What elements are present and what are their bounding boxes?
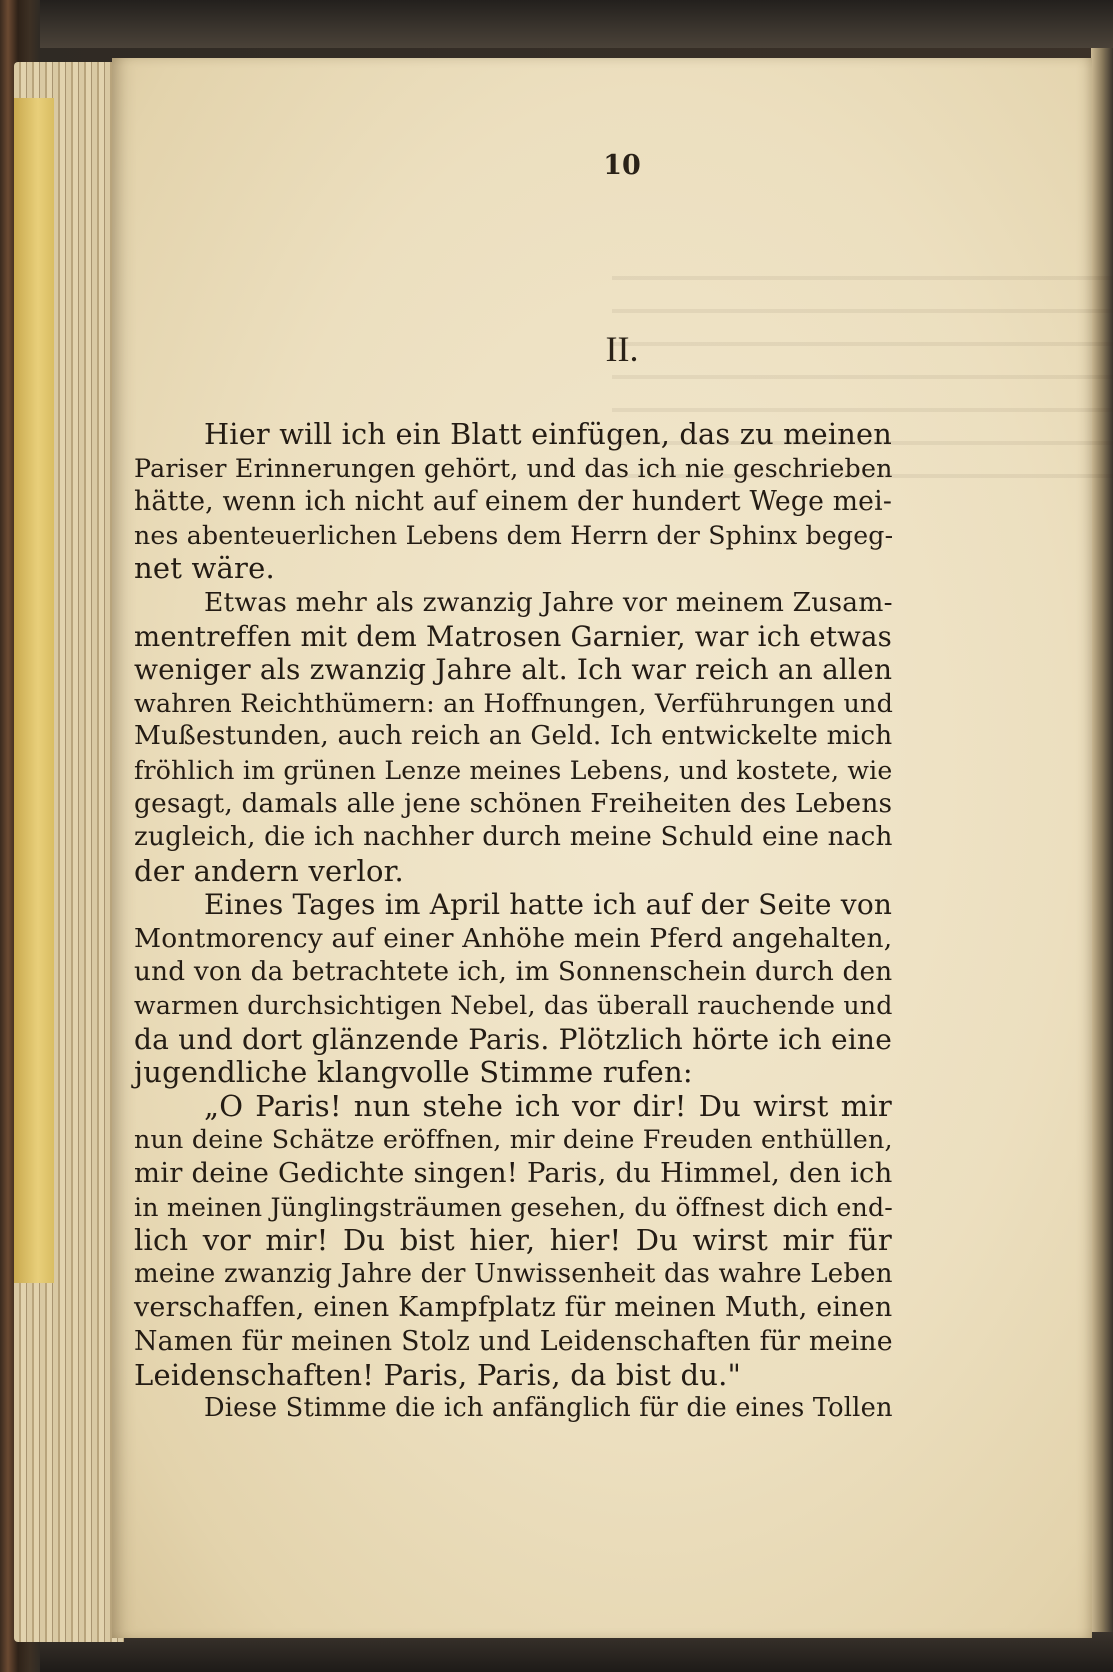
text-line: warmen durchsichtigen Nebel, das überall rauchende und <box>134 991 893 1021</box>
text-line: in meinen Jünglingsträumen gesehen, du öffnest dich end- <box>134 1192 893 1222</box>
text-line: Pariser Erinnerungen gehört, und das ich nie geschrieben <box>134 452 893 483</box>
text-line: gesagt, damals alle jene schönen Freiheiten des Lebens <box>134 788 893 819</box>
text-line: meine zwanzig Jahre der Unwissenheit das wahre Leben <box>134 1258 893 1289</box>
text-line: der andern verlor. <box>134 853 404 888</box>
text-line: Hier will ich ein Blatt einfügen, das zu meinen <box>204 417 893 451</box>
text-line: Mußestunden, auch reich an Geld. Ich entwickelte mich <box>134 721 893 752</box>
text-line: und von da betrachtete ich, im Sonnenschein durch den <box>134 956 893 987</box>
text-line: zugleich, die ich nachher durch meine Schuld eine nach <box>134 822 893 853</box>
text-line: net wäre. <box>134 551 275 586</box>
chapter-heading: II. <box>605 329 639 369</box>
text-line: fröhlich im grünen Lenze meines Lebens, und kostete, wie <box>134 755 893 785</box>
text-line: lich vor mir! Du bist hier, hier! Du wirst mir für <box>134 1223 892 1258</box>
text-line: nes abenteuerlichen Lebens dem Herrn der Sphinx begeg- <box>134 520 894 550</box>
text-line: Diese Stimme die ich anfänglich für die eines Tollen <box>204 1393 893 1424</box>
text-line: da und dort glänzende Paris. Plötzlich hörte ich eine <box>134 1022 893 1056</box>
endpaper-edge <box>14 98 54 1283</box>
text-line: Leidenschaften! Paris, Paris, da bist du." <box>134 1357 742 1392</box>
text-line: mentreffen mit dem Matrosen Garnier, war ich etwas <box>134 619 892 653</box>
book-cover-bottom-edge <box>40 1632 1113 1672</box>
text-line: mir deine Gedichte singen! Paris, du Himmel, den ich <box>134 1158 893 1190</box>
book-cover-top-edge <box>40 0 1113 48</box>
text-line: hätte, wenn ich nicht auf einem der hundert Wege mei- <box>134 486 893 518</box>
text-line: weniger als zwanzig Jahre alt. Ich war reich an allen <box>134 653 893 687</box>
body-text <box>134 418 892 1426</box>
text-line: jugendliche klangvolle Stimme rufen: <box>134 1055 693 1090</box>
text-line: Eines Tages im April hatte ich auf der Seite von <box>204 888 893 922</box>
text-line: Montmorency auf einer Anhöhe mein Pferd angehalten, <box>134 922 893 954</box>
text-line: „O Paris! nun stehe ich vor dir! Du wirst mir <box>204 1088 892 1123</box>
text-line: nun deine Schätze eröffnen, mir deine Freuden enthüllen, <box>134 1124 893 1155</box>
text-line: wahren Reichthümern: an Hoffnungen, Verführungen und <box>134 687 894 718</box>
text-line: verschaffen, einen Kampfplatz für meinen Muth, einen <box>134 1292 893 1324</box>
text-line: Namen für meinen Stolz und Leidenschaften für meine <box>134 1326 893 1358</box>
text-line: Etwas mehr als zwanzig Jahre vor meinem Zusam- <box>204 586 893 618</box>
page-number: 10 <box>603 150 641 181</box>
